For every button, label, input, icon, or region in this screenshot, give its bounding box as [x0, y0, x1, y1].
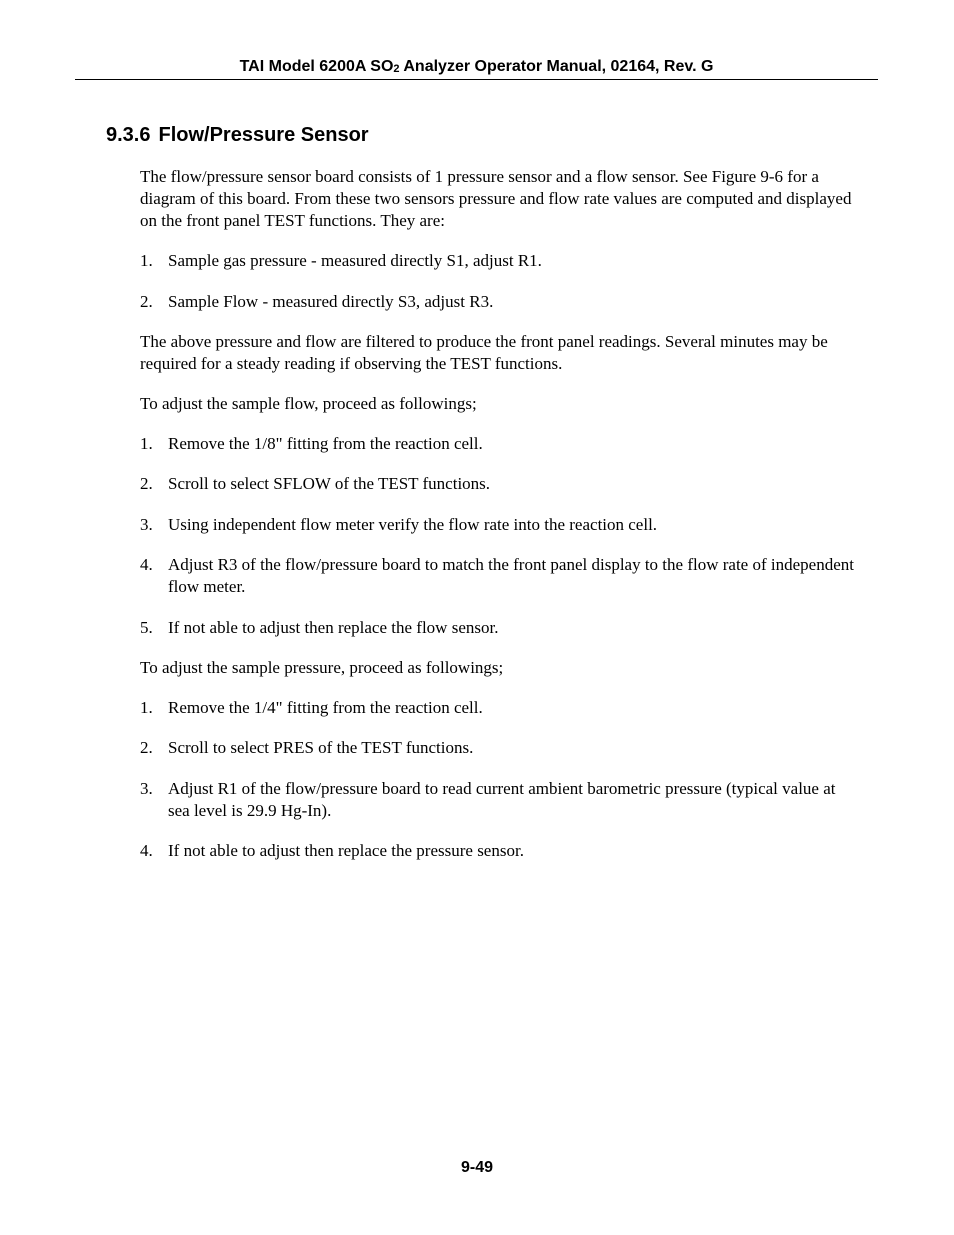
list-marker: 3.: [140, 778, 153, 798]
list-item: [140, 291, 860, 313]
list-item-text: Scroll to select PRES of the TEST functions.: [168, 738, 474, 757]
list-item: [140, 778, 860, 822]
section-number: 9.3.6: [106, 124, 151, 146]
pressure-steps-list: [140, 697, 860, 863]
list-item: [140, 697, 860, 719]
list-item: [140, 514, 860, 536]
list-item: [140, 737, 860, 759]
list-item-text: Sample Flow - measured directly S3, adjust R3.: [168, 291, 494, 311]
list-item: [140, 250, 860, 272]
section-heading: [106, 122, 369, 148]
list-item-text: Remove the 1/4" fitting from the reaction cell.: [168, 697, 483, 717]
list-marker: 4.: [140, 841, 153, 860]
header-title-subscript: 2: [393, 63, 400, 75]
pressure-intro-paragraph: To adjust the sample pressure, proceed as followings;: [140, 657, 504, 677]
section-title: Flow/Pressure Sensor: [158, 124, 369, 146]
list-item-text: Using independent flow meter verify the flow rate into the reaction cell.: [168, 514, 658, 534]
list-marker: 2.: [140, 474, 153, 493]
list-item-text: Adjust R1 of the flow/pressure board to read current ambient barometric pressure (typical value at sea level is 29.9 Hg-In).: [168, 778, 836, 820]
list-marker: 1.: [140, 697, 153, 717]
running-header: [75, 56, 878, 78]
header-rule: [75, 79, 878, 80]
list-marker: 4.: [140, 555, 153, 574]
list-marker: 2.: [140, 738, 153, 757]
list-item-text: Scroll to select SFLOW of the TEST functions.: [168, 474, 491, 493]
section-body: [140, 166, 860, 880]
header-title-rest: Analyzer Operator Manual, 02164, Rev. G: [399, 58, 714, 75]
list-item-text: Remove the 1/8" fitting from the reaction cell.: [168, 433, 483, 453]
list-item-text: If not able to adjust then replace the flow sensor.: [168, 617, 499, 637]
page-number: 9-49: [460, 1159, 494, 1176]
list-item-text: Adjust R3 of the flow/pressure board to match the front panel display to the flow rate of independent flow meter.: [168, 555, 854, 596]
list-marker: 5.: [140, 617, 153, 637]
filter-note-paragraph: The above pressure and flow are filtered to produce the front panel readings. Several minutes may be required for a steady reading if observing the TEST functions.: [140, 331, 828, 373]
header-title-main: TAI Model 6200A SO: [239, 58, 394, 75]
list-item-text: Sample gas pressure - measured directly S1, adjust R1.: [168, 251, 542, 270]
list-marker: 1.: [140, 251, 153, 270]
list-marker: 2.: [140, 291, 153, 311]
flow-steps-list: [140, 433, 860, 639]
list-item: [140, 554, 860, 598]
list-item: [140, 840, 860, 862]
intro-paragraph: The flow/pressure sensor board consists of 1 pressure sensor and a flow sensor. See Figure 9-6 for a diagram of this board. From these two sensors pressure and flow rate values are computed and displayed on the front panel TEST functions. They are:: [140, 167, 852, 230]
list-item: [140, 617, 860, 639]
list-marker: 3.: [140, 514, 153, 534]
list-item: [140, 433, 860, 455]
flow-intro-paragraph: To adjust the sample flow, proceed as followings;: [140, 393, 477, 413]
list-marker: 1.: [140, 433, 153, 453]
list-item-text: If not able to adjust then replace the pressure sensor.: [168, 841, 524, 860]
list-item: [140, 473, 860, 495]
values-list: [140, 250, 860, 313]
